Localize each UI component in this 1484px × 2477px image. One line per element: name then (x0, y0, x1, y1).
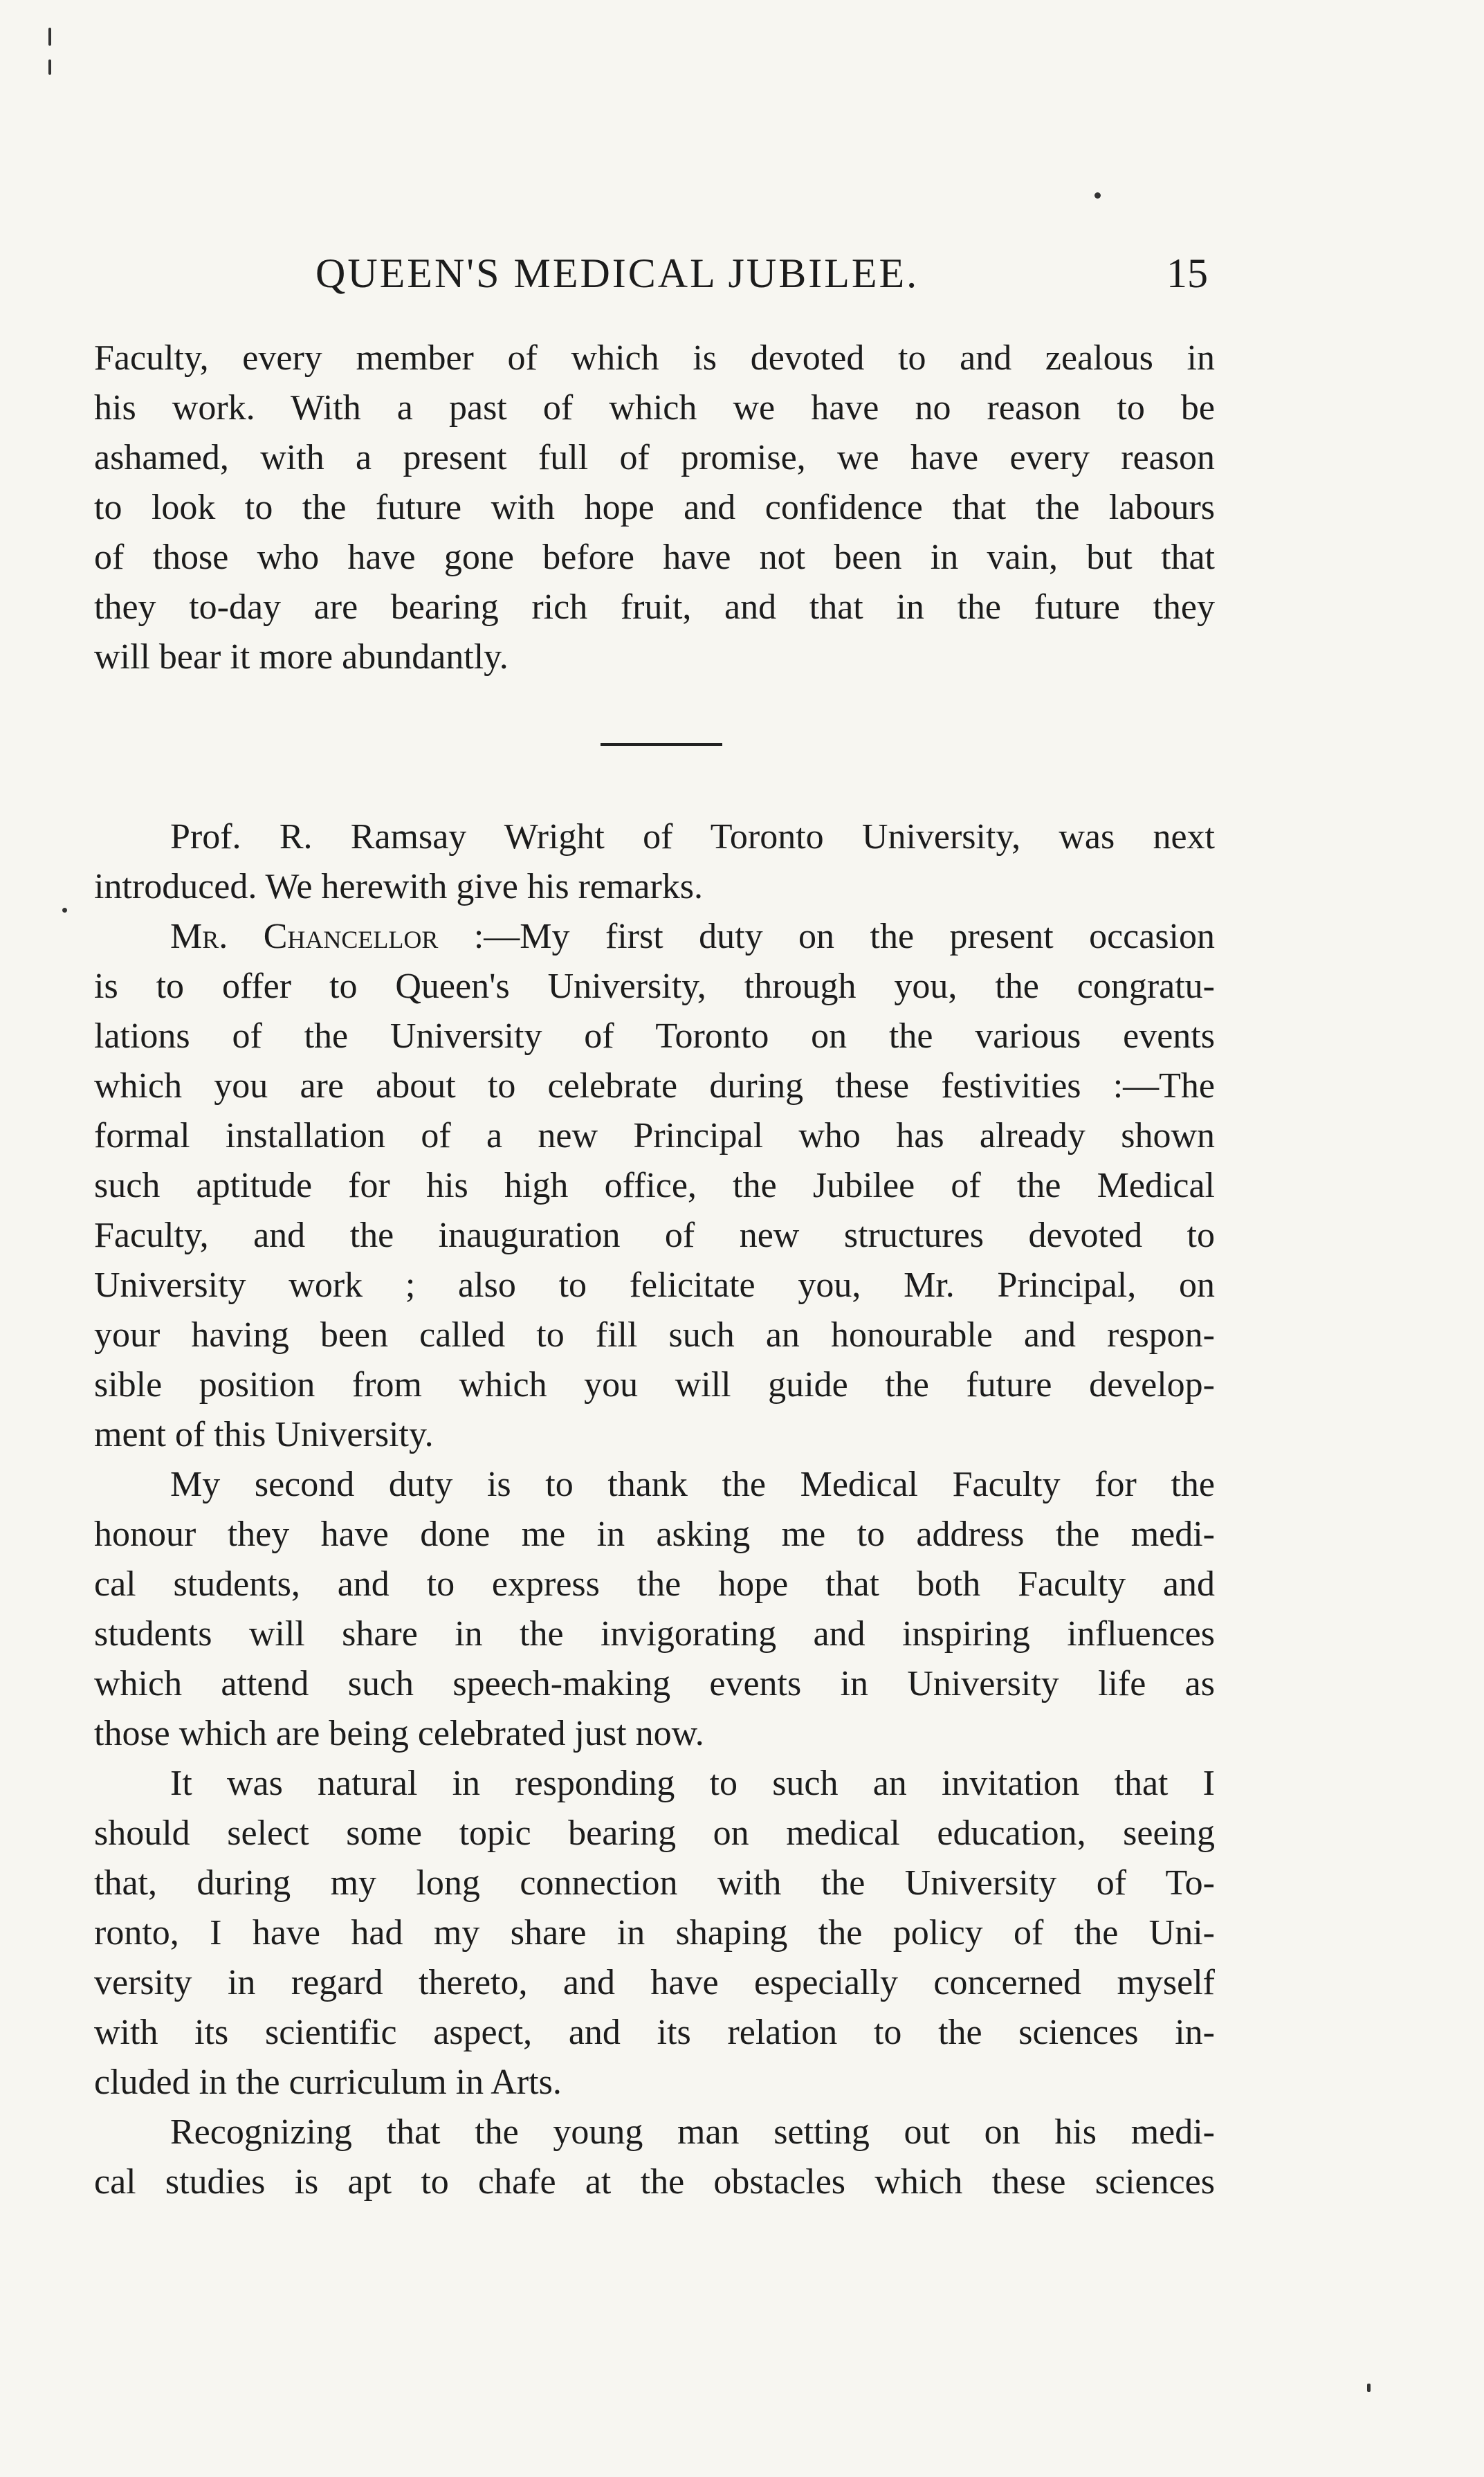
text-line: which attend such speech-making events in University life as (94, 1664, 1215, 1703)
text-line: ronto, I have had my share in shaping the policy of the Uni- (94, 1913, 1215, 1953)
scan-speck (62, 908, 67, 913)
text-line: My second duty is to thank the Medical Faculty for the (170, 1465, 1215, 1504)
scan-speck (48, 60, 51, 75)
salutation: Mr. Chancellor (170, 917, 439, 956)
text-line: ashamed, with a present full of promise, we have every reason (94, 438, 1215, 477)
text-line: to look to the future with hope and confidence that the labours (94, 488, 1215, 527)
text-line: cluded in the curriculum in Arts. (94, 2063, 562, 2102)
text-line: Faculty, and the inauguration of new structures devoted to (94, 1216, 1215, 1255)
running-title: QUEEN'S MEDICAL JUBILEE. (315, 250, 919, 296)
text-line: ment of this University. (94, 1415, 434, 1454)
text-line: University work ; also to felicitate you, Mr. Principal, on (94, 1265, 1215, 1305)
text-line: honour they have done me in asking me to address the medi- (94, 1515, 1215, 1554)
text-line: Faculty, every member of which is devoted to and zealous in (94, 338, 1215, 378)
text-line: versity in regard thereto, and have especially concerned myself (94, 1963, 1215, 2002)
text-line: sible position from which you will guide the future develop- (94, 1365, 1215, 1405)
text-line: introduced. We herewith give his remarks. (94, 867, 704, 906)
scan-speck (48, 28, 51, 46)
text-line: your having been called to fill such an honourable and respon- (94, 1315, 1215, 1355)
salutation-line (94, 912, 1215, 962)
text-line: his work. With a past of which we have no reason to be (94, 388, 1215, 428)
speech-section (94, 812, 1215, 2207)
section-divider (601, 743, 722, 746)
text-line: should select some topic bearing on medical education, seeing (94, 1813, 1215, 1853)
text-line: that, during my long connection with the University of To- (94, 1863, 1215, 1903)
text-line: Recognizing that the young man setting out on his medi- (170, 2112, 1215, 2152)
text-line: Prof. R. Ramsay Wright of Toronto University, was next (170, 817, 1215, 857)
text-line: formal installation of a new Principal who has already shown (94, 1116, 1215, 1155)
salutation-rest: :—My first duty on the present occasion (473, 917, 1216, 956)
text-line: will bear it more abundantly. (94, 637, 509, 677)
text-line: of those who have gone before have not been in vain, but that (94, 538, 1215, 577)
text-line: cal studies is apt to chafe at the obstacles which these sciences (94, 2162, 1215, 2202)
text-line: such aptitude for his high office, the Jubilee of the Medical (94, 1166, 1215, 1205)
text-line: is to offer to Queen's University, through you, the congratu- (94, 967, 1215, 1006)
text-line: lations of the University of Toronto on the various events (94, 1016, 1215, 1056)
text-line: students will share in the invigorating and inspiring influences (94, 1614, 1215, 1654)
page-header (94, 246, 1215, 301)
page-number: 15 (1166, 250, 1208, 296)
text-line: with its scientific aspect, and its relation to the sciences in- (94, 2013, 1215, 2052)
text-line: It was natural in responding to such an invitation that I (170, 1764, 1215, 1803)
text-line: cal students, and to express the hope that both Faculty and (94, 1564, 1215, 1604)
text-line: they to-day are bearing rich fruit, and that in the future they (94, 587, 1215, 627)
scan-speck (1094, 192, 1101, 199)
continued-paragraph (94, 333, 1215, 682)
text-line: which you are about to celebrate during these festivities :—The (94, 1066, 1215, 1106)
text-line: those which are being celebrated just now. (94, 1714, 704, 1753)
scan-speck (1367, 2384, 1371, 2392)
